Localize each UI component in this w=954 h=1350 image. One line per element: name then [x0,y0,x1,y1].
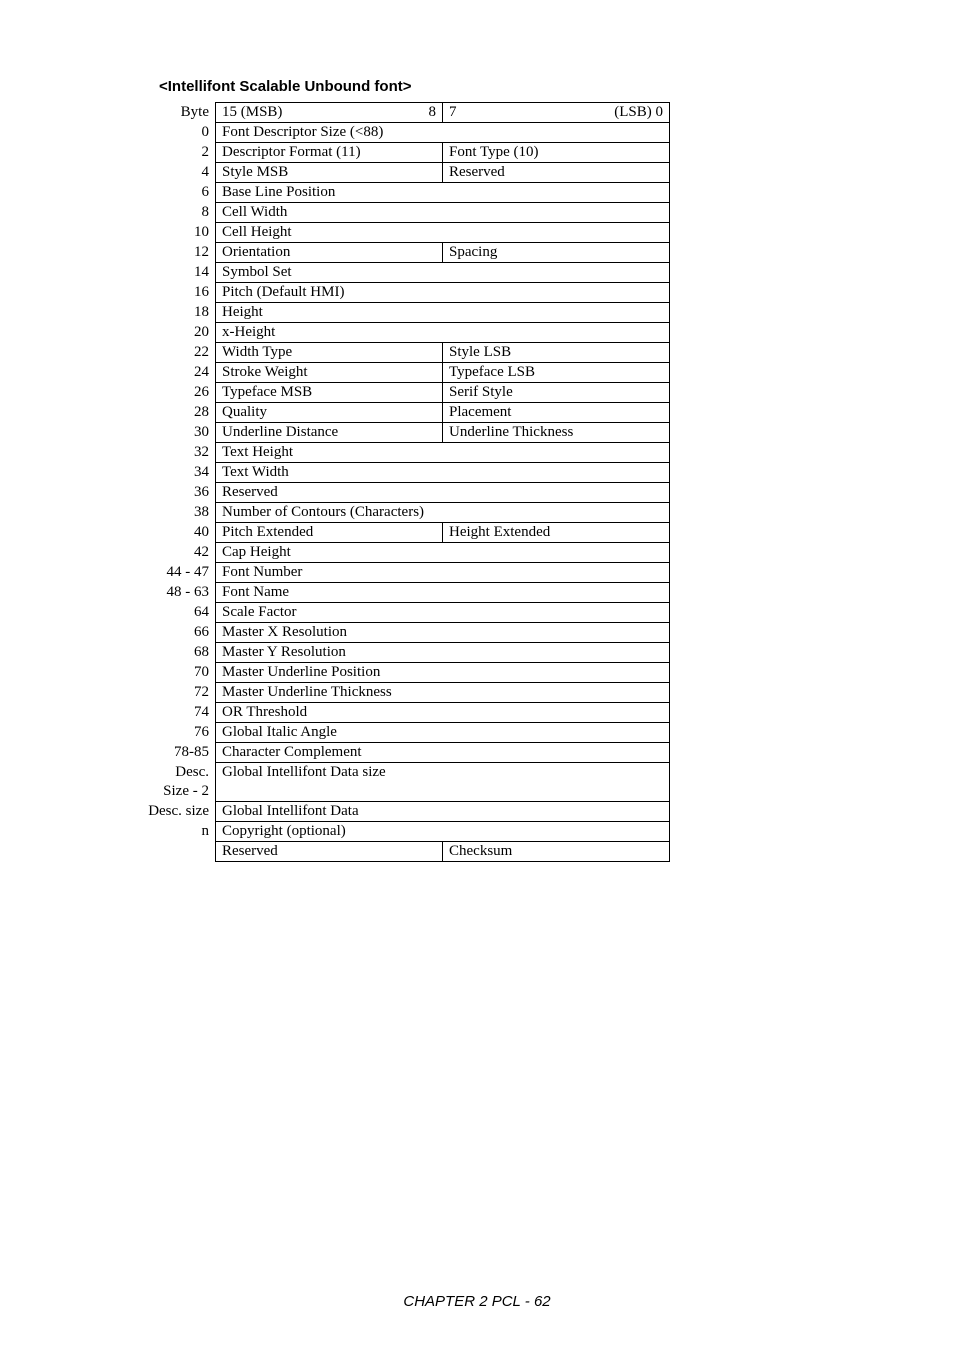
field-cell: Descriptor Format (11) [216,143,443,163]
table-row [139,723,670,743]
table-row [139,123,670,143]
field-cell: Base Line Position [216,183,670,203]
field-cell: Pitch (Default HMI) [216,283,670,303]
field-cell: Underline Distance [216,423,443,443]
field-cell: OR Threshold [216,703,670,723]
field-cell-low-byte: Underline Thickness [443,423,670,443]
byte-offset: 36 [194,483,209,500]
field-cell: Character Complement [216,743,670,763]
table-row [139,483,670,503]
field-cell: Reserved [216,842,443,862]
field-cell: Stroke Weight [216,363,443,383]
field-cell-low-byte: Font Type (10) [443,143,670,163]
field-cell: Width Type [216,343,443,363]
table-row [139,163,670,183]
lsb-label: (LSB) 0 [614,104,663,120]
table-row [139,183,670,203]
byte-offset: 74 [194,703,209,720]
bit8-label: 8 [428,104,436,120]
field-cell: Pitch Extended [216,523,443,543]
byte-offset: 10 [194,223,209,240]
table-row [139,683,670,703]
byte-offset: 4 [201,163,209,180]
byte-offset: 44 - 47 [166,563,209,580]
table-row [139,543,670,563]
byte-offset: 66 [194,623,209,640]
table-row [139,703,670,723]
byte-offset: 78-85 [174,743,209,760]
table-row [139,563,670,583]
byte-offset: Desc. size [148,802,209,819]
table-row [139,343,670,363]
field-cell-low-byte: Checksum [443,842,670,862]
field-cell: Text Width [216,463,670,483]
field-cell: Scale Factor [216,603,670,623]
field-cell: Copyright (optional) [216,822,670,842]
field-cell: x-Height [216,323,670,343]
field-cell: Cap Height [216,543,670,563]
byte-header: Byte [180,103,209,120]
table-row [139,623,670,643]
byte-offset: Desc. Size - 2 [163,763,209,799]
byte-offset: 38 [194,503,209,520]
table-row [139,143,670,163]
table-row [139,523,670,543]
table-row [139,303,670,323]
byte-offset: 24 [194,363,209,380]
table-row [139,243,670,263]
table-row [139,503,670,523]
lsb-header-cell [443,103,670,123]
field-cell: Style MSB [216,163,443,183]
table-row [139,583,670,603]
field-cell-low-byte: Spacing [443,243,670,263]
msb-label: 15 (MSB) [222,104,283,120]
table-row [139,363,670,383]
table-row [139,223,670,243]
table-row [139,802,670,822]
field-cell-low-byte: Serif Style [443,383,670,403]
byte-offset: 0 [201,123,209,140]
field-cell: Reserved [216,483,670,503]
table-row [139,283,670,303]
byte-offset: 8 [201,203,209,220]
table-row [139,463,670,483]
byte-offset: 40 [194,523,209,540]
byte-offset: 28 [194,403,209,420]
field-cell: Font Descriptor Size (<88) [216,123,670,143]
bit7-label: 7 [449,104,457,120]
field-cell: Quality [216,403,443,423]
table-row [139,263,670,283]
byte-offset: 18 [194,303,209,320]
section-title: <Intellifont Scalable Unbound font> [159,78,412,95]
field-cell: Symbol Set [216,263,670,283]
byte-offset: 22 [194,343,209,360]
field-cell: Font Name [216,583,670,603]
field-cell: Global Intellifont Data size [216,763,670,802]
byte-offset: 42 [194,543,209,560]
table-row [139,822,670,842]
table-row [139,203,670,223]
table-row [139,663,670,683]
byte-offset: 32 [194,443,209,460]
field-cell: Text Height [216,443,670,463]
byte-offset: 6 [201,183,209,200]
field-cell: Master Underline Position [216,663,670,683]
byte-offset: 12 [194,243,209,260]
field-cell-low-byte: Height Extended [443,523,670,543]
field-cell: Cell Width [216,203,670,223]
field-cell-low-byte: Style LSB [443,343,670,363]
table-row [139,403,670,423]
byte-offset: 72 [194,683,209,700]
msb-header-cell [216,103,443,123]
table-row [139,323,670,343]
byte-offset: 30 [194,423,209,440]
table-row [139,423,670,443]
table-row [139,743,670,763]
field-cell: Master Underline Thickness [216,683,670,703]
byte-offset: 76 [194,723,209,740]
field-cell: Font Number [216,563,670,583]
table-row [139,763,670,802]
field-cell-low-byte: Typeface LSB [443,363,670,383]
field-cell: Cell Height [216,223,670,243]
byte-offset: 34 [194,463,209,480]
field-cell: Number of Contours (Characters) [216,503,670,523]
byte-offset: 68 [194,643,209,660]
byte-offset: 70 [194,663,209,680]
field-cell-low-byte: Placement [443,403,670,423]
byte-offset: 2 [201,143,209,160]
field-cell: Height [216,303,670,323]
table-row [139,443,670,463]
field-cell: Master Y Resolution [216,643,670,663]
byte-offset: 64 [194,603,209,620]
byte-offset: 14 [194,263,209,280]
field-cell: Orientation [216,243,443,263]
table-row [139,643,670,663]
table-row [139,603,670,623]
field-cell: Typeface MSB [216,383,443,403]
byte-offset: n [201,822,209,839]
field-cell: Global Intellifont Data [216,802,670,822]
byte-offset: 16 [194,283,209,300]
page-footer: CHAPTER 2 PCL - 62 [403,1293,551,1310]
table-row [139,842,670,862]
byte-offset: 20 [194,323,209,340]
byte-offset [139,842,216,862]
table-header-row [139,103,670,123]
byte-offset: 26 [194,383,209,400]
field-cell: Master X Resolution [216,623,670,643]
byte-offset: 48 - 63 [166,583,209,600]
field-cell-low-byte: Reserved [443,163,670,183]
font-descriptor-table [139,102,670,862]
field-cell: Global Italic Angle [216,723,670,743]
table-row [139,383,670,403]
